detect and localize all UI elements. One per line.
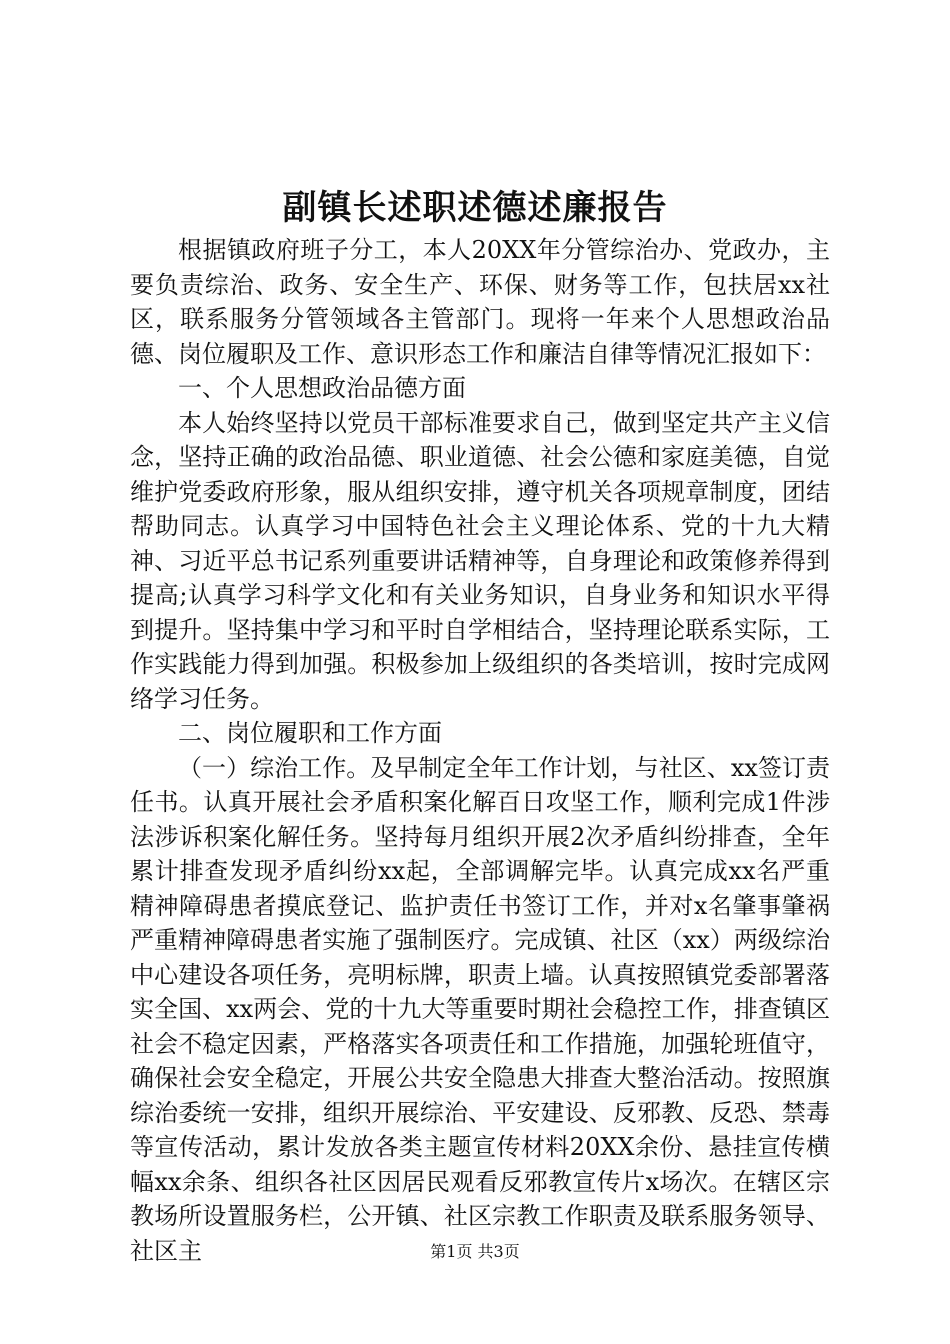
section-1-paragraph: 本人始终坚持以党员干部标准要求自己，做到坚定共产主义信念，坚持正确的政治品德、职业道德、社会公德和家庭美德，自觉维护党委政府形象，服从组织安排，遵守机关各项规章制度，团结帮助同志。认真学习中国特色社会主义理论体系、党的十九大精神、习近平总书记系列重要讲话精神等，自身理论和政策修养得到提高;认真学习科学文化和有关业务知识，自身业务和知识水平得到提升。坚持集中学习和平时自学相结合，坚持理论联系实际，工作实践能力得到加强。积极参加上级组织的各类培训，按时完成网络学习任务。 [130,408,830,713]
section-heading-2: 二、岗位履职和工作方面 [178,719,442,747]
page-number-footer: 第1页 共3页 [430,1242,520,1261]
section-heading-1: 一、个人思想政治品德方面 [178,374,466,402]
document-body [130,233,830,1268]
intro-paragraph: 根据镇政府班子分工，本人20XX年分管综治办、党政办，主要负责综治、政务、安全生产、环保、财务等工作，包扶居xx社区，联系服务分管领域各主管部门。现将一年来个人思想政治品德、岗位履职及工作、意识形态工作和廉洁自律等情况汇报如下： [130,236,830,368]
section-2-paragraph: （一）综治工作。及早制定全年工作计划，与社区、xx签订责任书。认真开展社会矛盾积案化解百日攻坚工作，顺利完成1件涉法涉诉积案化解任务。坚持每月组织开展2次矛盾纠纷排查，全年累计排查发现矛盾纠纷xx起，全部调解完毕。认真完成xx名严重精神障碍患者摸底登记、监护责任书签订工作，并对x名肇事肇祸严重精神障碍患者实施了强制医疗。完成镇、社区（xx）两级综治中心建设各项任务，亮明标牌，职责上墙。认真按照镇党委部署落实全国、xx两会、党的十九大等重要时期社会稳控工作，排查镇区社会不稳定因素，严格落实各项责任和工作措施，加强轮班值守，确保社会安全稳定，开展公共安全隐患大排查大整治活动。按照旗综治委统一安排，组织开展综治、平安建设、反邪教、反恐、禁毒等宣传活动，累计发放各类主题宣传材料20XX余份、悬挂宣传横幅xx余条、组织各社区因居民观看反邪教宣传片x场次。在辖区宗教场所设置服务栏，公开镇、社区宗教工作职责及联系服务领导、社区主 [130,753,830,1265]
document-title: 副镇长述职述德述廉报告 [282,188,668,228]
